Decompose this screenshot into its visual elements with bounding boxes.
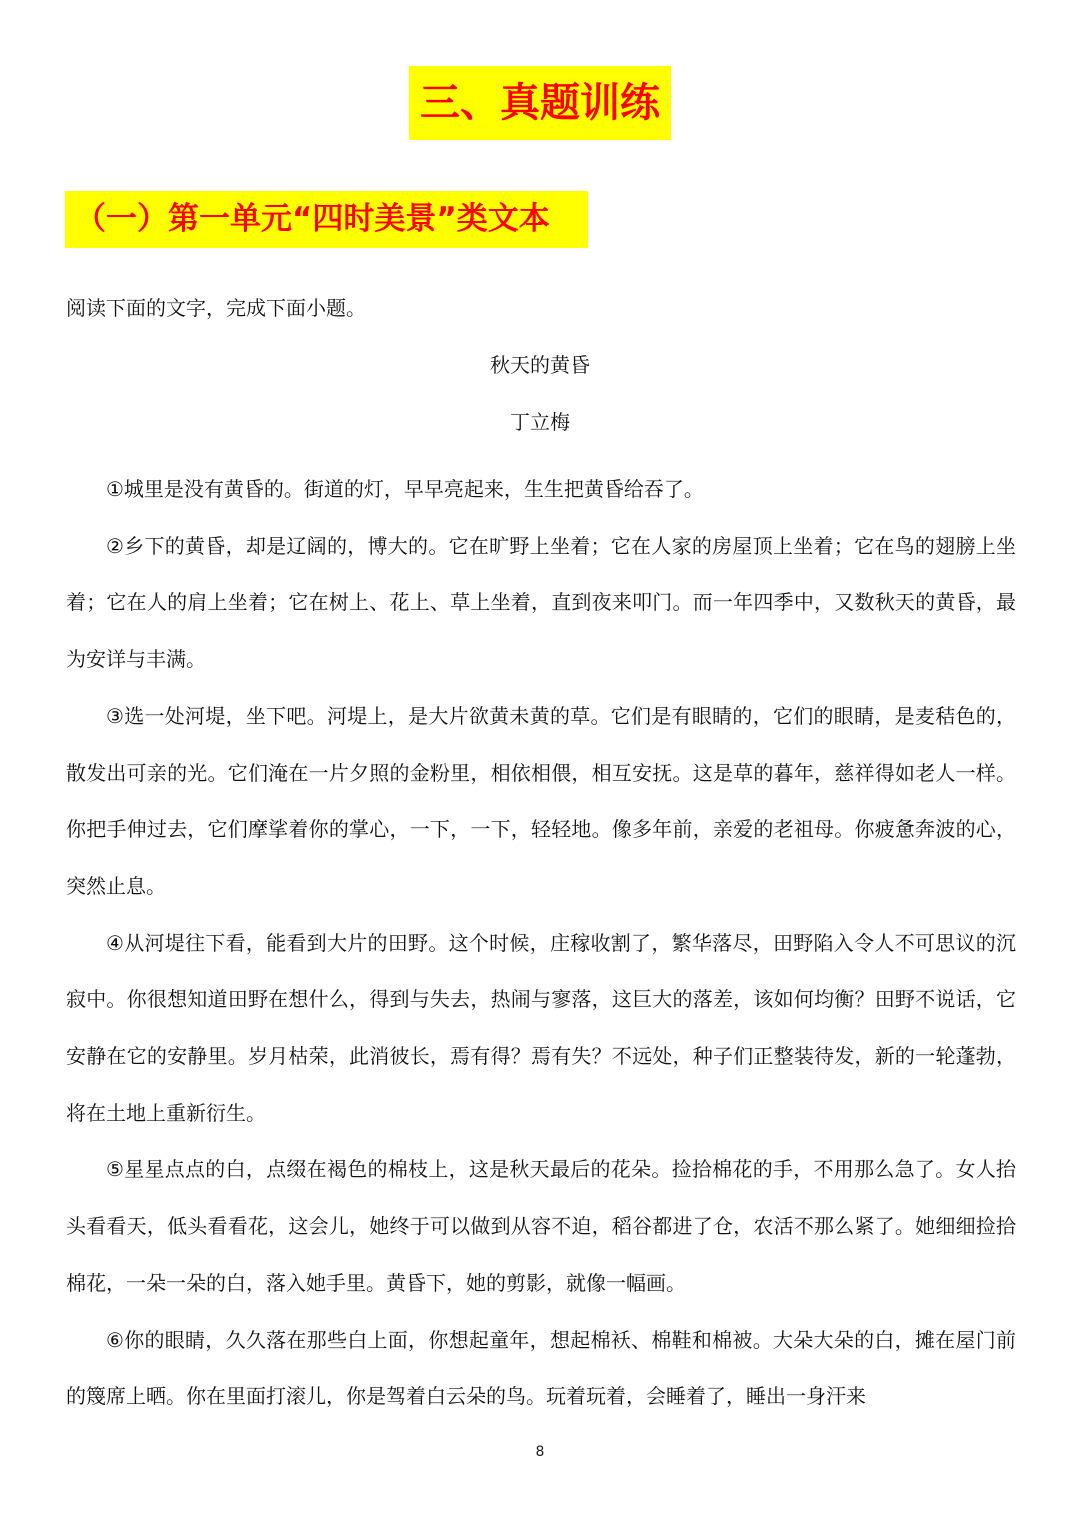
article-author: 丁立梅 [510, 410, 570, 434]
paragraph-2: ②乡下的黄昏，却是辽阔的，博大的。它在旷野上坐着；它在人家的房屋顶上坐着；它在鸟的翅膀上坐着；它在人的肩上坐着；它在树上、花上、草上坐着，直到夜来叩门。而一年四季中，又数秋天的黄昏，最为安详与丰满。 [66, 533, 1016, 672]
section-title: （一）第一单元“四时美景”类文本 [65, 191, 588, 248]
paragraph-3: ③选一处河堤，坐下吧。河堤上，是大片欲黄未黄的草。它们是有眼睛的，它们的眼睛，是麦秸色的，散发出可亲的光。它们淹在一片夕照的金粉里，相依相偎，相互安抚。这是草的暮年，慈祥得如老人一样。你把手伸过去，它们摩挲着你的掌心，一下，一下，轻轻地。像多年前，亲爱的老祖母。你疲惫奔波的心，突然止息。 [66, 703, 1016, 898]
paragraph-4: ④从河堤往下看，能看到大片的田野。这个时候，庄稼收割了，繁华落尽，田野陷入令人不可思议的沉寂中。你很想知道田野在想什么，得到与失去，热闹与寥落，这巨大的落差，该如何均衡？田野不说话，它安静在它的安静里。岁月枯荣，此消彼长，焉有得？焉有失？不远处，种子们正整装待发，新的一轮蓬勃，将在土地上重新衍生。 [66, 930, 1016, 1125]
paragraph-1: ①城里是没有黄昏的。街道的灯，早早亮起来，生生把黄昏给吞了。 [106, 477, 704, 501]
reading-instruction: 阅读下面的文字，完成下面小题。 [66, 296, 366, 320]
article-body [66, 461, 1016, 1425]
paragraph-6: ⑥你的眼睛，久久落在那些白上面，你想起童年，想起棉袄、棉鞋和棉被。大朵大朵的白，摊在屋门前的篾席上晒。你在里面打滚儿，你是驾着白云朵的鸟。玩着玩着，会睡着了，睡出一身汗来 [66, 1327, 1016, 1409]
paragraph-5: ⑤星星点点的白，点缀在褐色的棉枝上，这是秋天最后的花朵。捡拾棉花的手，不用那么急了。女人抬头看看天，低头看看花，这会儿，她终于可以做到从容不迫，稻谷都进了仓，农活不那么紧了。她细细捡拾棉花，一朵一朵的白，落入她手里。黄昏下，她的剪影，就像一幅画。 [66, 1157, 1016, 1295]
main-title: 三、真题训练 [409, 66, 671, 140]
page-number: 8 [535, 1444, 545, 1460]
article-title: 秋天的黄昏 [490, 353, 590, 377]
